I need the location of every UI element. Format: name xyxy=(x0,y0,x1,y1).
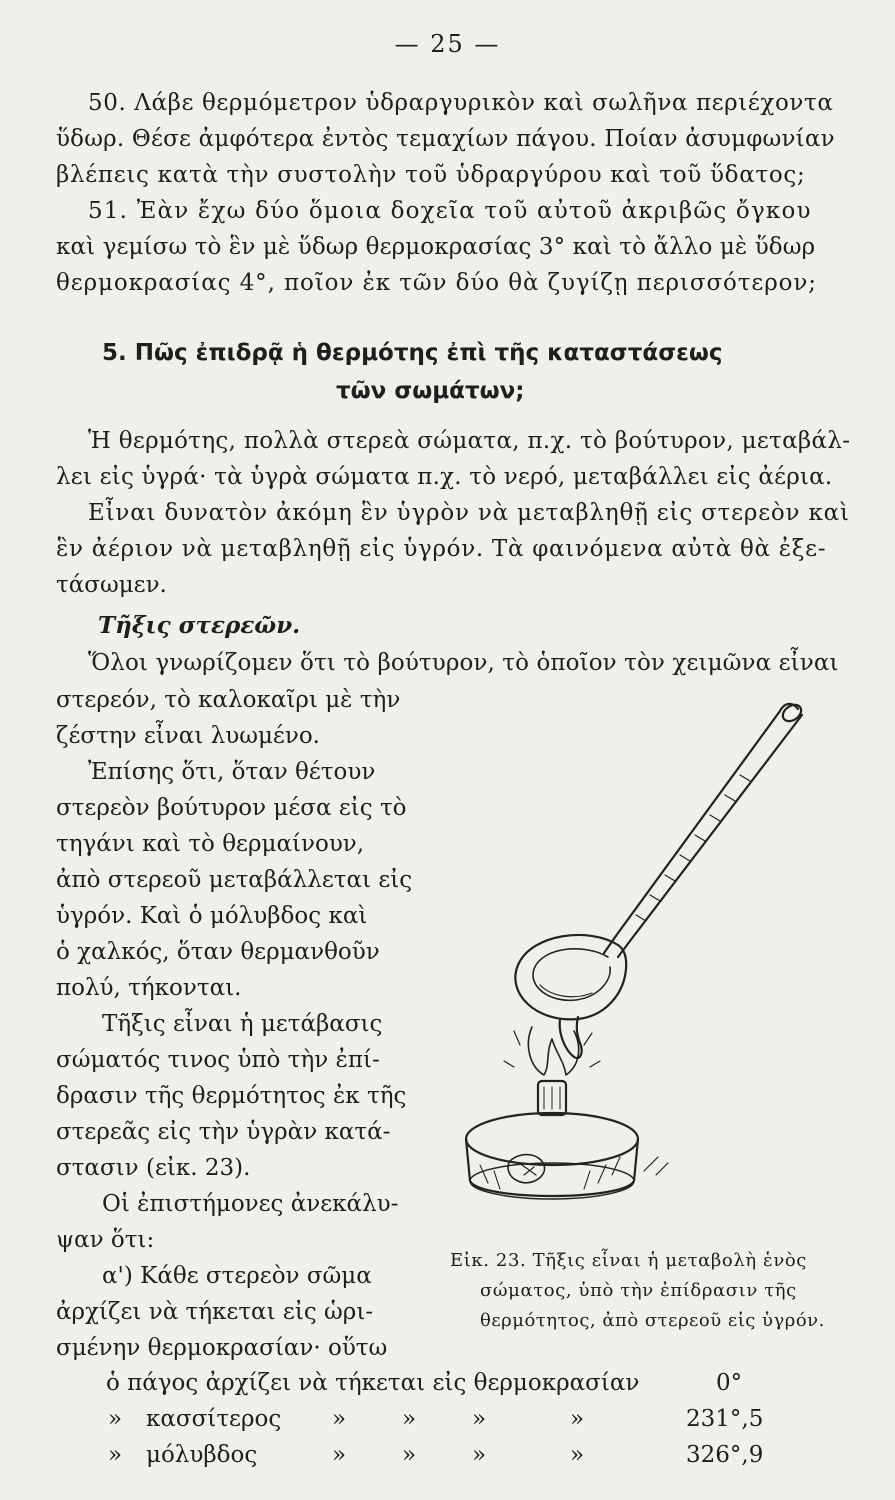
figure-caption-line-1: Εἰκ. 23. Τῆξις εἶναι ἡ μεταβολὴ ἑνὸς xyxy=(450,1250,807,1271)
column-line-14: στασιν (εἰκ. 23). xyxy=(56,1155,251,1181)
column-line-1: στερεόν, τὸ καλοκαῖρι μὲ τὴν xyxy=(56,687,401,713)
section-heading-line-1: 5. Πῶς ἐπιδρᾷ ἡ θερμότης ἐπὶ τῆς καταστάσεως xyxy=(102,340,723,366)
figure-melting-ladle xyxy=(440,695,830,1225)
melting-row-ice-value: 0° xyxy=(716,1370,743,1396)
melting-row-lead-lead: » xyxy=(108,1442,123,1468)
melting-row-lead-mark-4: » xyxy=(570,1442,585,1468)
exercise-50-line-3: βλέπεις κατὰ τὴν συστολὴν τοῦ ὑδραργύρου καὶ τοῦ ὕδατος; xyxy=(56,162,806,188)
intro-line-3: Εἶναι δυνατὸν ἀκόμη ἓν ὑγρὸν νὰ μεταβληθῇ εἰς στερεὸν καὶ xyxy=(88,500,850,526)
column-line-19: σμένην θερμοκρασίαν· οὕτω xyxy=(56,1335,388,1361)
melting-row-tin xyxy=(100,1406,840,1438)
column-line-3: Ἐπίσης ὅτι, ὅταν θέτουν xyxy=(88,759,376,785)
figure-caption-line-2: σώματος, ὑπὸ τὴν ἐπίδρασιν τῆς xyxy=(480,1280,797,1301)
column-line-10: Τῆξις εἶναι ἡ μετάβασις xyxy=(102,1011,383,1037)
exercise-51-line-3: θερμοκρασίας 4°, ποῖον ἐκ τῶν δύο θὰ ζυγίζῃ περισσότερον; xyxy=(56,270,817,296)
exercise-50-line-1: 50. Λάβε θερμόμετρον ὑδραργυρικὸν καὶ σωλῆνα περιέχοντα xyxy=(88,90,834,116)
column-line-8: ὁ χαλκός, ὅταν θερμανθοῦν xyxy=(56,939,380,965)
figure-caption-line-3: θερμότητος, ἀπὸ στερεοῦ εἰς ὑγρόν. xyxy=(480,1310,825,1331)
melting-row-lead-mark-2: » xyxy=(402,1442,417,1468)
column-line-13: στερεᾶς εἰς τὴν ὑγρὰν κατά- xyxy=(56,1119,391,1145)
column-line-5: τηγάνι καὶ τὸ θερμαίνουν, xyxy=(56,831,365,857)
melting-row-tin-mark-2: » xyxy=(402,1406,417,1432)
column-line-2: ζέστην εἶναι λυωμένο. xyxy=(56,723,320,749)
melting-row-tin-substance: κασσίτερος xyxy=(146,1406,282,1432)
column-line-18: ἀρχίζει νὰ τήκεται εἰς ὡρι- xyxy=(56,1299,374,1325)
melting-row-tin-mark-3: » xyxy=(472,1406,487,1432)
melting-row-lead-value: 326°,9 xyxy=(686,1442,764,1468)
column-line-12: δρασιν τῆς θερμότητος ἐκ τῆς xyxy=(56,1083,407,1109)
melting-wide-line: Ὅλοι γνωρίζομεν ὅτι τὸ βούτυρον, τὸ ὁποῖον τὸν χειμῶνα εἶναι xyxy=(88,650,839,676)
melting-row-tin-mark-1: » xyxy=(332,1406,347,1432)
melting-row-lead-substance: μόλυβδος xyxy=(146,1442,258,1468)
melting-row-tin-mark-4: » xyxy=(570,1406,585,1432)
column-line-9: πολύ, τήκονται. xyxy=(56,975,242,1001)
intro-line-2: λει εἰς ὑγρά· τὰ ὑγρὰ σώματα π.χ. τὸ νερό, μεταβάλλει εἰς ἀέρια. xyxy=(56,464,833,490)
column-line-11: σώματός τινος ὑπὸ τὴν ἐπί- xyxy=(56,1047,380,1073)
melting-row-ice xyxy=(100,1370,840,1402)
column-line-7: ὑγρόν. Καὶ ὁ μόλυβδος καὶ xyxy=(56,903,368,929)
melting-row-tin-value: 231°,5 xyxy=(686,1406,764,1432)
column-line-4: στερεὸν βούτυρον μέσα εἰς τὸ xyxy=(56,795,407,821)
column-line-15: Οἱ ἐπιστήμονες ἀνεκάλυ- xyxy=(102,1191,399,1217)
ladle-lamp-illustration xyxy=(440,695,830,1225)
column-line-16: ψαν ὅτι: xyxy=(56,1227,155,1253)
intro-line-1: Ἡ θερμότης, πολλὰ στερεὰ σώματα, π.χ. τὸ βούτυρον, μεταβάλ- xyxy=(88,428,851,454)
melting-row-lead-mark-1: » xyxy=(332,1442,347,1468)
intro-line-4: ἓν ἀέριον νὰ μεταβληθῇ εἰς ὑγρόν. Τὰ φαινόμενα αὐτὰ θὰ ἐξε- xyxy=(56,536,827,562)
melting-row-ice-substance: ὁ πάγος ἀρχίζει νὰ τήκεται εἰς θερμοκρασίαν xyxy=(106,1370,640,1396)
column-line-17: α') Κάθε στερεὸν σῶμα xyxy=(102,1263,372,1289)
exercise-51-line-1: 51. Ἐὰν ἔχω δύο ὅμοια δοχεῖα τοῦ αὐτοῦ ἀκριβῶς ὄγκου xyxy=(88,198,812,224)
intro-line-5: τάσωμεν. xyxy=(56,572,167,598)
column-line-6: ἀπὸ στερεοῦ μεταβάλλεται εἰς xyxy=(56,867,413,893)
melting-row-lead-mark-3: » xyxy=(472,1442,487,1468)
section-heading-line-2: τῶν σωμάτων; xyxy=(336,378,525,404)
melting-row-lead xyxy=(100,1442,840,1474)
subheading-melting: Τῆξις στερεῶν. xyxy=(98,612,301,639)
page-number: — 25 — xyxy=(394,30,501,58)
exercise-50-line-2: ὕδωρ. Θέσε ἀμφότερα ἐντὸς τεμαχίων πάγου. Ποίαν ἀσυμφωνίαν xyxy=(56,126,835,152)
melting-row-tin-lead: » xyxy=(108,1406,123,1432)
exercise-51-line-2: καὶ γεμίσω τὸ ἓν μὲ ὕδωρ θερμοκρασίας 3° καὶ τὸ ἄλλο μὲ ὕδωρ xyxy=(56,234,816,260)
